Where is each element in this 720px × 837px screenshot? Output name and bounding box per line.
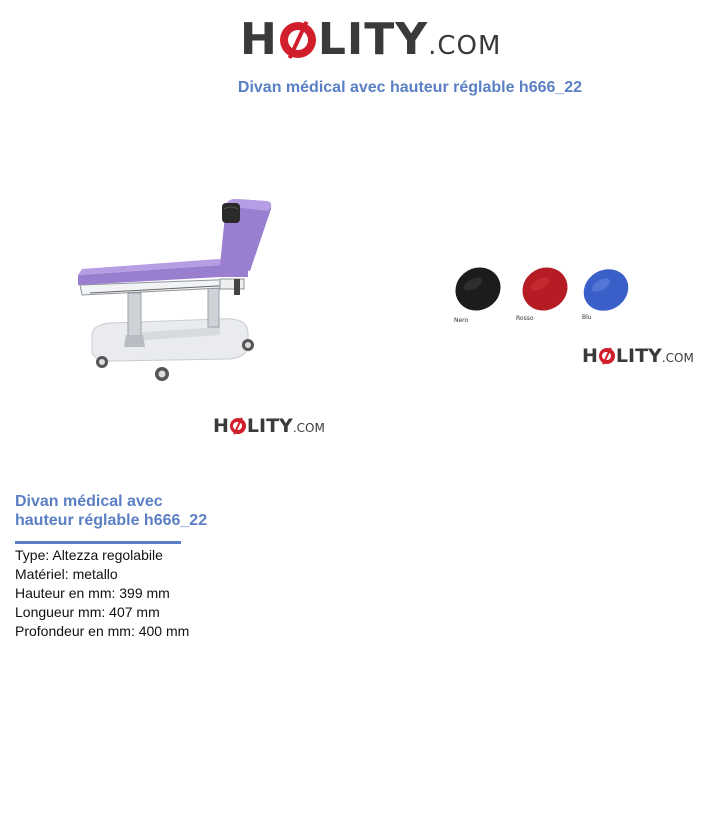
swatch-black [448,259,508,318]
logo-domain: .COM [661,351,694,365]
swatch-label-blue: Blu [582,314,592,321]
spec-material: Matériel: metallo [15,566,118,582]
product-image [70,185,290,390]
logo-o-icon [599,348,615,364]
swatch-red [515,259,576,318]
page-title: Divan médical avec hauteur réglable h666_22 [237,79,583,96]
heading-divider [15,541,181,544]
spec-height: Hauteur en mm: 399 mm [15,585,170,601]
brand-name-end: LITY [317,14,429,65]
color-swatches-image [448,258,648,336]
spec-depth: Profondeur en mm: 400 mm [15,623,190,639]
brand-domain: .COM [428,31,502,61]
brand-name-start: H [240,14,278,65]
logo-name-start: H [582,345,598,367]
brand-logo-o-icon [280,22,316,58]
brand-logo[interactable] [240,14,501,65]
swatch-blue [576,261,636,319]
product-heading [15,492,235,530]
logo-domain: .COM [292,421,325,435]
product-image-logo [213,415,325,437]
swatch-image-logo [582,345,694,367]
logo-name-start: H [213,415,229,437]
spec-length: Longueur mm: 407 mm [15,604,160,620]
swatch-label-red: Rosso [516,315,534,322]
spec-type: Type: Altezza regolabile [15,547,163,563]
color-swatches-svg [448,258,648,336]
swatch-label-black: Nero [454,317,469,324]
logo-name-end: LITY [246,415,293,437]
logo-name-end: LITY [615,345,662,367]
spec-list [15,546,189,641]
product-heading-line1: Divan médical avec [15,493,163,510]
product-heading-line2: hauteur réglable h666_22 [15,512,208,529]
logo-o-icon [230,418,246,434]
